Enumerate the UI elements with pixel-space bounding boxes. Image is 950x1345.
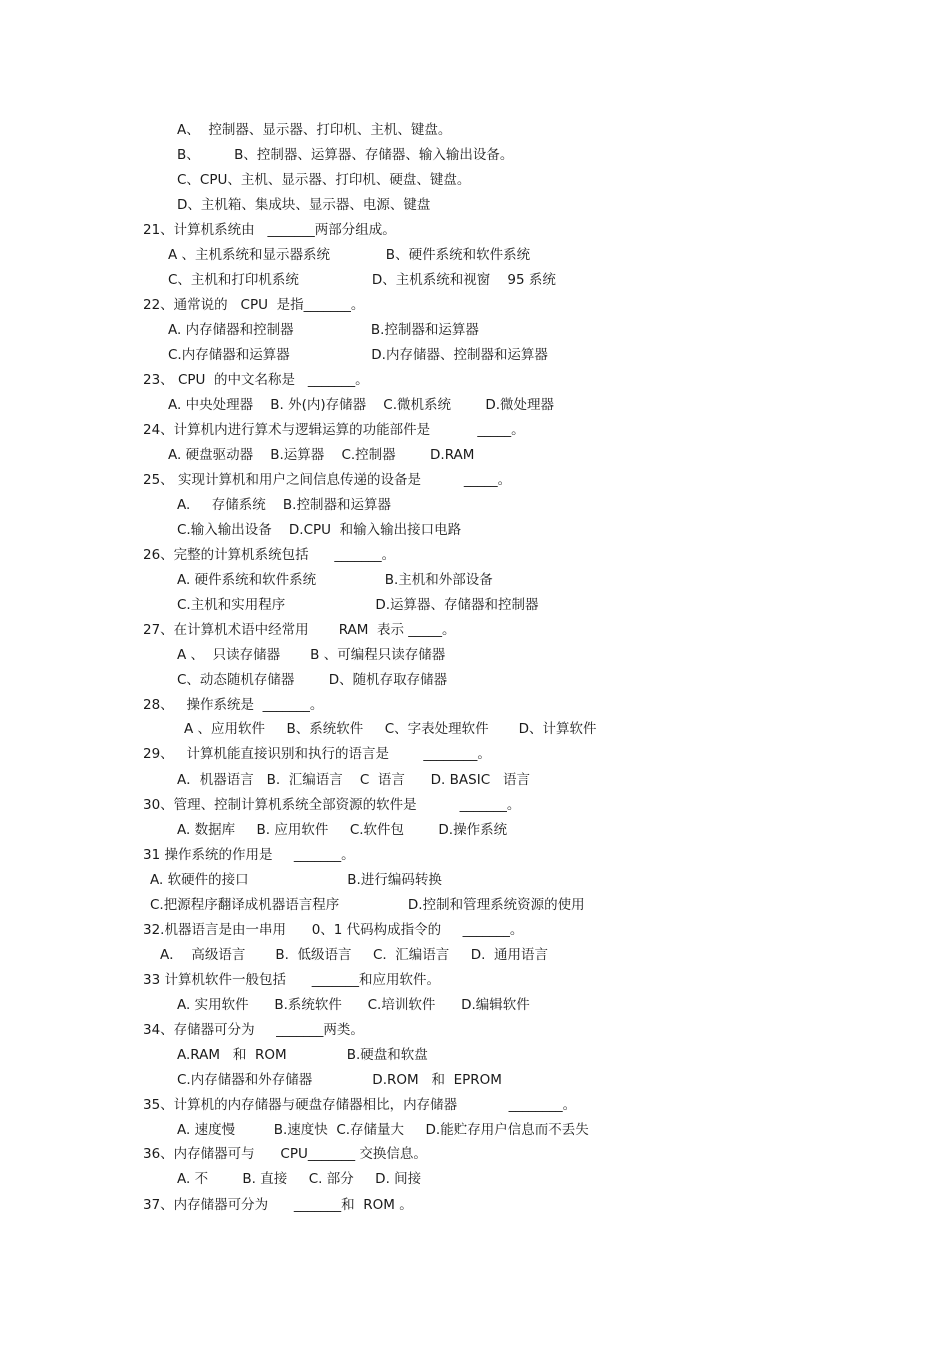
q26-options-cd: C.主机和实用程序 D.运算器、存储器和控制器: [177, 597, 539, 613]
q20-option-b: B、 B、控制器、运算器、存储器、输入输出设备。: [177, 147, 514, 163]
q20-option-c: C、CPU、主机、显示器、打印机、硬盘、键盘。: [177, 172, 471, 188]
q22-options-ab: A. 内存储器和控制器 B.控制器和运算器: [168, 322, 479, 338]
question-29: 29、 计算机能直接识别和执行的语言是 ________。: [143, 746, 491, 762]
q34-options-cd: C.内存储器和外存储器 D.ROM 和 EPROM: [177, 1072, 502, 1088]
question-25: 25、 实现计算机和用户之间信息传递的设备是 _____。: [143, 472, 512, 488]
q33-options: A. 实用软件 B.系统软件 C.培训软件 D.编辑软件: [177, 997, 530, 1013]
question-22: 22、通常说的 CPU 是指_______。: [143, 297, 365, 313]
q22-options-cd: C.内存储器和运算器 D.内存储器、控制器和运算器: [168, 347, 548, 363]
question-37: 37、内存储器可分为 _______和 ROM 。: [143, 1197, 413, 1213]
question-30: 30、管理、控制计算机系统全部资源的软件是 _______。: [143, 797, 521, 813]
question-24: 24、计算机内进行算术与逻辑运算的功能部件是 _____。: [143, 422, 525, 438]
q27-options-ab: A 、 只读存储器 B 、可编程只读存储器: [177, 647, 446, 663]
question-36: 36、内存储器可与 CPU_______ 交换信息。: [143, 1146, 427, 1162]
q30-options: A. 数据库 B. 应用软件 C.软件包 D.操作系统: [177, 822, 508, 838]
q36-options: A. 不 B. 直接 C. 部分 D. 间接: [177, 1171, 422, 1187]
q23-options: A. 中央处理器 B. 外(内)存储器 C.微机系统 D.微处理器: [168, 397, 555, 413]
q20-option-a: A、 控制器、显示器、打印机、主机、键盘。: [177, 122, 452, 138]
question-31: 31 操作系统的作用是 _______。: [143, 847, 355, 863]
question-35: 35、计算机的内存储器与硬盘存储器相比，内存储器 ________。: [143, 1097, 577, 1113]
q21-options-cd: C、主机和打印机系统 D、主机系统和视窗 95 系统: [168, 272, 556, 288]
q31-options-ab: A. 软硬件的接口 B.进行编码转换: [150, 872, 442, 888]
q32-options: A． 高级语言 B. 低级语言 C. 汇编语言 D. 通用语言: [160, 947, 548, 963]
q25-options-ab: A. 存储系统 B.控制器和运算器: [177, 497, 391, 513]
question-23: 23、 CPU 的中文名称是 _______。: [143, 372, 369, 388]
q21-options-ab: A 、主机系统和显示器系统 B、硬件系统和软件系统: [168, 247, 531, 263]
q29-options: A．机器语言 B. 汇编语言 C 语言 D. BASIC 语言: [177, 772, 530, 788]
q28-options: A 、应用软件 B、系统软件 C、字表处理软件 D、计算软件: [184, 721, 597, 737]
question-21: 21、计算机系统由 _______两部分组成。: [143, 222, 396, 238]
q27-options-cd: C、动态随机存储器 D、随机存取存储器: [177, 672, 448, 688]
q26-options-ab: A. 硬件系统和软件系统 B.主机和外部设备: [177, 572, 493, 588]
q35-options: A. 速度慢 B.速度快 C.存储量大 D.能贮存用户信息而不丢失: [177, 1122, 589, 1138]
question-28: 28、 操作系统是 _______。: [143, 697, 324, 713]
question-34: 34、存储器可分为 _______两类。: [143, 1022, 364, 1038]
q31-options-cd: C.把源程序翻译成机器语言程序 D.控制和管理系统资源的使用: [150, 897, 585, 913]
q20-option-d: D、主机箱、集成块、显示器、电源、键盘: [177, 197, 431, 213]
question-32: 32.机器语言是由一串用 0、1 代码构成指令的 _______。: [143, 922, 524, 938]
question-33: 33 计算机软件一般包括 _______和应用软件。: [143, 972, 440, 988]
q24-options: A. 硬盘驱动器 B.运算器 C.控制器 D.RAM: [168, 447, 475, 463]
q34-options-ab: A.RAM 和 ROM B.硬盘和软盘: [177, 1047, 428, 1063]
question-26: 26、完整的计算机系统包括 _______。: [143, 547, 396, 563]
question-27: 27、在计算机术语中经常用 RAM 表示 _____。: [143, 622, 456, 638]
q25-options-cd: C.输入输出设备 D.CPU 和输入输出接口电路: [177, 522, 462, 538]
